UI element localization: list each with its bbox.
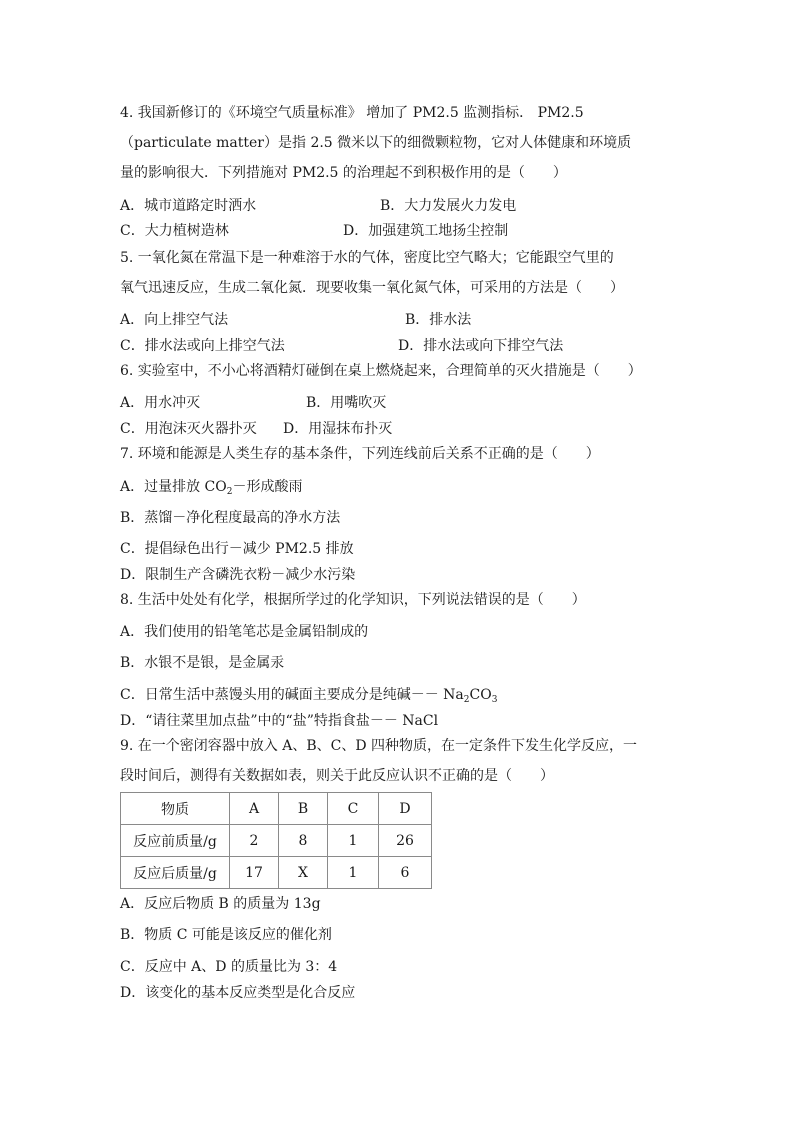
q9-data-table bbox=[120, 792, 432, 889]
q9-stem-line-1: 9. 在一个密闭容器中放入 A、B、C、D 四种物质，在一定条件下发生化学反应，一 bbox=[120, 738, 638, 754]
q4-stem-line-2: （particulate matter）是指 2.5 微米以下的细微颗粒物，它对人体健康和环境质 bbox=[120, 135, 632, 151]
q5-option-b: B．排水法 bbox=[405, 312, 472, 328]
table-cell: 反应前质量/g bbox=[121, 825, 230, 857]
q4-stem-line-3: 量的影响很大．下列措施对 PM2.5 的治理起不到积极作用的是（ ） bbox=[120, 165, 567, 181]
table-header-row bbox=[121, 793, 432, 825]
q7-option-d: D．限制生产含磷洗衣粉－减少水污染 bbox=[120, 567, 356, 583]
q6-option-c: C．用泡沫灭火器扑灭 bbox=[120, 421, 257, 437]
q7-option-c: C．提倡绿色出行－减少 PM2.5 排放 bbox=[120, 541, 354, 557]
q5-stem-line-1: 5. 一氧化氮在常温下是一种难溶于水的气体，密度比空气略大；它能跟空气里的 bbox=[120, 250, 614, 266]
q6-option-d: D．用湿抹布扑灭 bbox=[283, 421, 393, 437]
q5-option-d: D．排水法或向下排空气法 bbox=[398, 338, 564, 354]
table-cell: 2 bbox=[230, 825, 279, 857]
table-cell: 1 bbox=[328, 825, 379, 857]
q7-option-b: B．蒸馏－净化程度最高的净水方法 bbox=[120, 510, 341, 526]
table-cell: 17 bbox=[230, 857, 279, 889]
q4-stem-line-1: 4. 我国新修订的《环境空气质量标准》 增加了 PM2.5 监测指标． PM2.5 bbox=[120, 105, 584, 121]
q4-option-a: A．城市道路定时洒水 bbox=[120, 198, 257, 214]
q7-option-a-text-end: －形成酸雨 bbox=[232, 479, 303, 495]
q8-stem-line-1: 8. 生活中处处有化学，根据所学过的化学知识，下列说法错误的是（ ） bbox=[120, 592, 586, 608]
table-cell: 反应后质量/g bbox=[121, 857, 230, 889]
q6-option-a: A．用水冲灭 bbox=[120, 395, 201, 411]
q8-option-d: D．“请往菜里加点盐”中的“盐”特指食盐－－ NaCl bbox=[120, 713, 439, 729]
table-cell: 物质 bbox=[121, 793, 230, 825]
q9-option-b: B．物质 C 可能是该反应的催化剂 bbox=[120, 927, 332, 943]
table-row bbox=[121, 857, 432, 889]
q4-option-d: D．加强建筑工地扬尘控制 bbox=[343, 223, 509, 239]
table-row bbox=[121, 825, 432, 857]
q5-option-c: C．排水法或向上排空气法 bbox=[120, 338, 285, 354]
q8-option-c-formula: CO bbox=[469, 687, 492, 703]
q6-stem-line-1: 6. 实验室中，不小心将酒精灯碰倒在桌上燃烧起来，合理简单的灭火措施是（ ） bbox=[120, 363, 642, 379]
table-cell: X bbox=[279, 857, 328, 889]
q7-option-a bbox=[120, 478, 302, 501]
q9-option-a: A．反应后物质 B 的质量为 13g bbox=[120, 896, 321, 912]
table-cell: 8 bbox=[279, 825, 328, 857]
table-cell: 26 bbox=[379, 825, 432, 857]
q8-option-c-subscript-2: 3 bbox=[491, 695, 498, 705]
q5-stem-line-2: 氧气迅速反应，生成二氧化氮．现要收集一氧化氮气体，可采用的方法是（ ） bbox=[120, 280, 624, 296]
table-cell: B bbox=[279, 793, 328, 825]
q8-option-c-text: C．日常生活中蒸馒头用的碱面主要成分是纯碱－－ Na bbox=[120, 687, 464, 703]
q8-option-b: B．水银不是银，是金属汞 bbox=[120, 655, 285, 671]
q8-option-c bbox=[120, 686, 497, 709]
q7-stem-line-1: 7. 环境和能源是人类生存的基本条件，下列连线前后关系不正确的是（ ） bbox=[120, 446, 600, 462]
table-cell: D bbox=[379, 793, 432, 825]
q9-option-c: C．反应中 A、D 的质量比为 3：4 bbox=[120, 959, 338, 975]
q9-stem-line-2: 段时间后，测得有关数据如表，则关于此反应认识不正确的是（ ） bbox=[120, 768, 554, 784]
q8-option-c-subscript-1: 2 bbox=[463, 695, 470, 705]
table-cell: 6 bbox=[379, 857, 432, 889]
table-cell: 1 bbox=[328, 857, 379, 889]
q7-option-a-subscript: 2 bbox=[226, 487, 233, 497]
table-cell: A bbox=[230, 793, 279, 825]
q7-option-a-text: A．过量排放 CO bbox=[120, 479, 227, 495]
table-cell: C bbox=[328, 793, 379, 825]
q8-option-a: A．我们使用的铅笔笔芯是金属铅制成的 bbox=[120, 624, 369, 640]
q6-option-b: B．用嘴吹灭 bbox=[306, 395, 387, 411]
q5-option-a: A．向上排空气法 bbox=[120, 312, 229, 328]
q4-option-c: C．大力植树造林 bbox=[120, 223, 229, 239]
q9-option-d: D．该变化的基本反应类型是化合反应 bbox=[120, 985, 356, 1001]
q4-option-b: B．大力发展火力发电 bbox=[380, 198, 517, 214]
